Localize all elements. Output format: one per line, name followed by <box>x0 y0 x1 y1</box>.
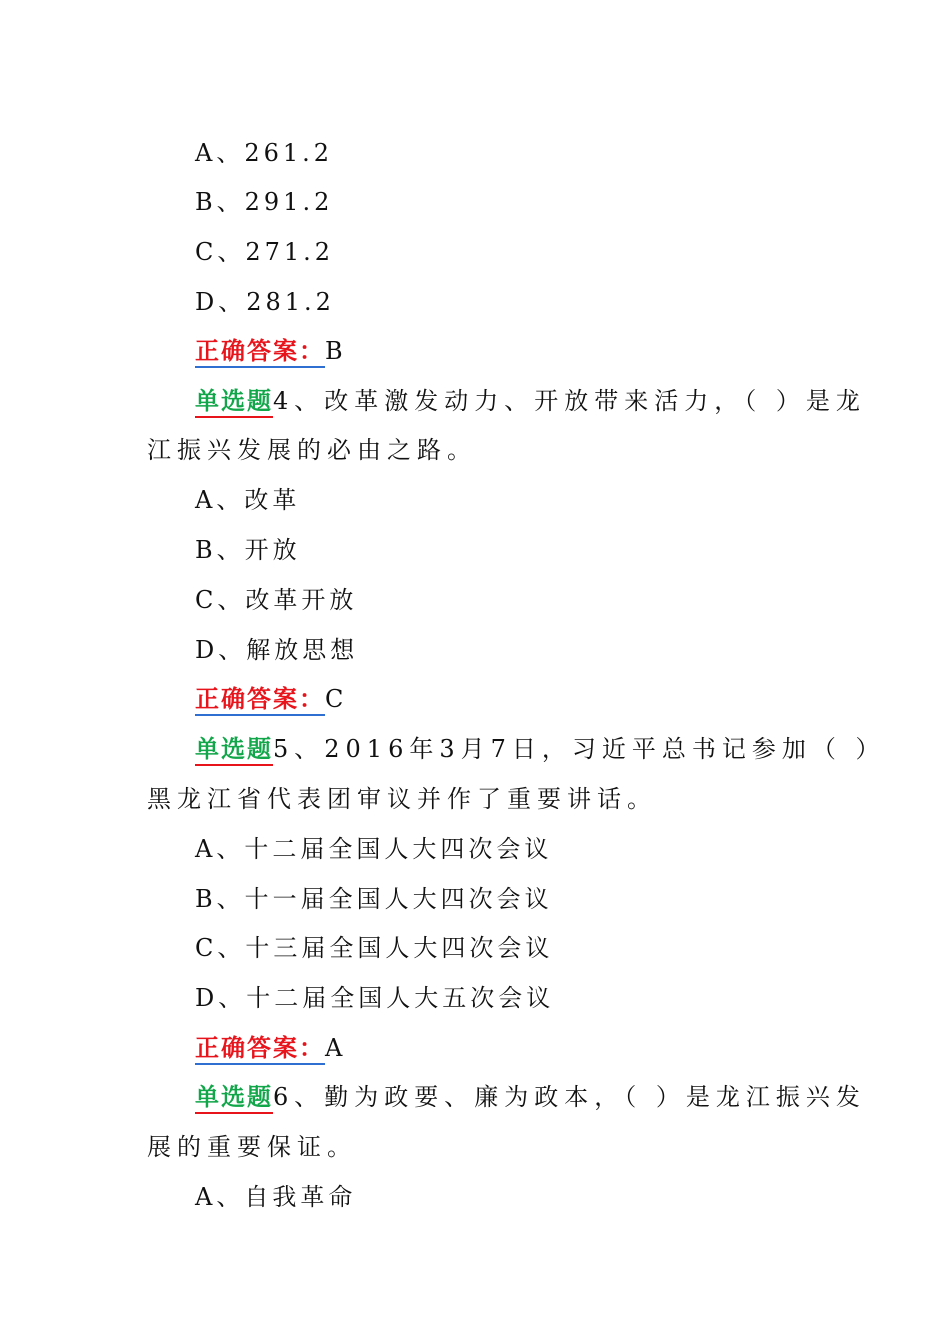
q4-option-b: B、开放 <box>195 536 301 564</box>
answer-label: 正确答案： <box>195 684 325 716</box>
question-text: 6、勤为政要、廉为政本，（ ）是龙江振兴发 <box>273 1083 866 1111</box>
q5-stem-line2: 黑龙江省代表团审议并作了重要讲话。 <box>147 785 657 813</box>
q3-option-a: A、261.2 <box>195 139 334 167</box>
q5-option-d: D、十二届全国人大五次会议 <box>195 984 555 1012</box>
answer-label: 正确答案： <box>195 1033 325 1065</box>
q5-stem-line1 <box>195 734 886 764</box>
q3-answer-line <box>195 336 347 366</box>
q5-option-c: C、十三届全国人大四次会议 <box>195 934 554 962</box>
q3-option-b: B、291.2 <box>195 188 334 216</box>
question-type-label: 单选题 <box>195 734 273 766</box>
q4-option-c: C、改革开放 <box>195 586 358 614</box>
q4-answer-line <box>195 684 347 714</box>
answer-value: B <box>325 337 347 365</box>
q3-option-c: C、271.2 <box>195 238 335 266</box>
question-text: 5、2016年3月7日，习近平总书记参加（ ） <box>273 735 886 763</box>
q5-option-b: B、十一届全国人大四次会议 <box>195 885 553 913</box>
q4-stem-line2: 江振兴发展的必由之路。 <box>147 436 477 464</box>
answer-value: C <box>325 685 348 713</box>
q6-stem-line2: 展的重要保证。 <box>147 1133 357 1161</box>
q4-option-a: A、改革 <box>195 486 301 514</box>
question-text: 4、改革激发动力、开放带来活力，（ ）是龙 <box>273 387 866 415</box>
question-type-label: 单选题 <box>195 386 273 418</box>
q4-stem-line1 <box>195 386 866 416</box>
q3-option-d: D、281.2 <box>195 288 335 316</box>
q5-option-a: A、十二届全国人大四次会议 <box>195 835 553 863</box>
q6-option-a: A、自我革命 <box>195 1183 357 1211</box>
q5-answer-line <box>195 1033 346 1063</box>
q4-option-d: D、解放思想 <box>195 636 359 664</box>
answer-label: 正确答案： <box>195 336 325 368</box>
answer-value: A <box>325 1034 347 1062</box>
q6-stem-line1 <box>195 1082 866 1112</box>
question-type-label: 单选题 <box>195 1082 273 1114</box>
